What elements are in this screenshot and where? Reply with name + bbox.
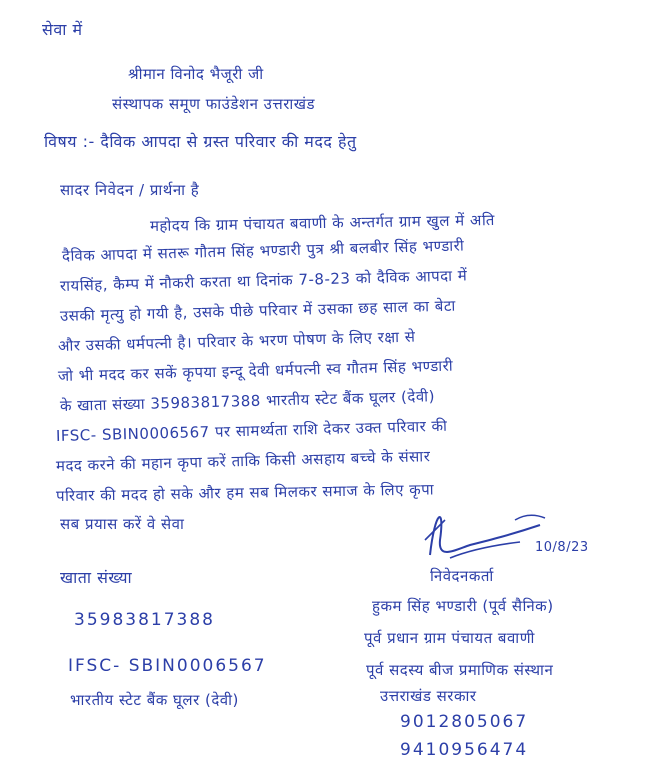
sender-name: हुकम सिंह भण्डारी (पूर्व सैनिक)	[372, 597, 554, 615]
signature-label: निवेदनकर्ता	[430, 567, 494, 585]
body-line: उसकी मृत्यु हो गयी है, उसके पीछे परिवार में उसका छह साल का बेटा	[59, 296, 457, 325]
account-label: खाता संख्या	[60, 568, 133, 587]
signature-scribble	[410, 500, 590, 570]
signature-date: 10/8/23	[535, 540, 589, 555]
recipient-name: श्रीमान विनोद भैजूरी जी	[128, 65, 264, 83]
sender-phone-2: 9410956474	[400, 740, 529, 760]
greeting: सादर निवेदन / प्रार्थना है	[60, 181, 200, 199]
body-line: दैविक आपदा में सतरू गौतम सिंह भण्डारी पुत्र श्री बलबीर सिंह भण्डारी	[61, 236, 465, 265]
body-line: मदद करने की महान कृपा करें ताकि किसी असहाय बच्चे के संसार	[55, 447, 431, 475]
body-line: और उसकी धर्मपत्नी है। परिवार के भरण पोषण के लिए रक्षा से	[57, 327, 416, 355]
subject-line: विषय :- दैविक आपदा से ग्रस्त परिवार की मदद हेतु	[44, 132, 357, 151]
body-line: परिवार की मदद हो सके और हम सब मिलकर समाज के लिए कृपा	[55, 480, 435, 505]
bank-name: भारतीय स्टेट बैंक घूलर (देवी)	[70, 691, 239, 709]
body-line: के खाता संख्या 35983817388 भारतीय स्टेट बैंक घूलर (देवी)	[59, 387, 436, 415]
body-line: महोदय कि ग्राम पंचायत बवाणी के अन्तर्गत ग्राम खुल में अति	[149, 210, 495, 235]
sender-title: पूर्व सदस्य बीज प्रमाणिक संस्थान	[366, 661, 554, 679]
body-line: जो भी मदद कर सकें कृपया इन्दू देवी धर्मपत्नी स्व गौतम सिंह भण्डारी	[57, 356, 454, 385]
sender-post: पूर्व प्रधान ग्राम पंचायत बवाणी	[364, 629, 535, 647]
body-line: IFSC- SBIN0006567 पर सामर्थ्यता राशि देकर उक्त परिवार की	[55, 416, 448, 445]
ifsc-code: IFSC- SBIN0006567	[68, 656, 267, 676]
account-number: 35983817388	[74, 610, 215, 630]
sender-gov: उत्तराखंड सरकार	[380, 687, 477, 705]
body-line: सब प्रयास करें वे सेवा	[60, 515, 185, 533]
recipient-org: संस्थापक समूण फाउंडेशन उत्तराखंड	[112, 95, 316, 113]
salutation: सेवा में	[42, 20, 83, 39]
sender-phone-1: 9012805067	[400, 712, 529, 732]
body-line: रायसिंह, कैम्प में नौकरी करता था दिनांक 7-8-23 को दैविक आपदा में	[59, 266, 468, 295]
